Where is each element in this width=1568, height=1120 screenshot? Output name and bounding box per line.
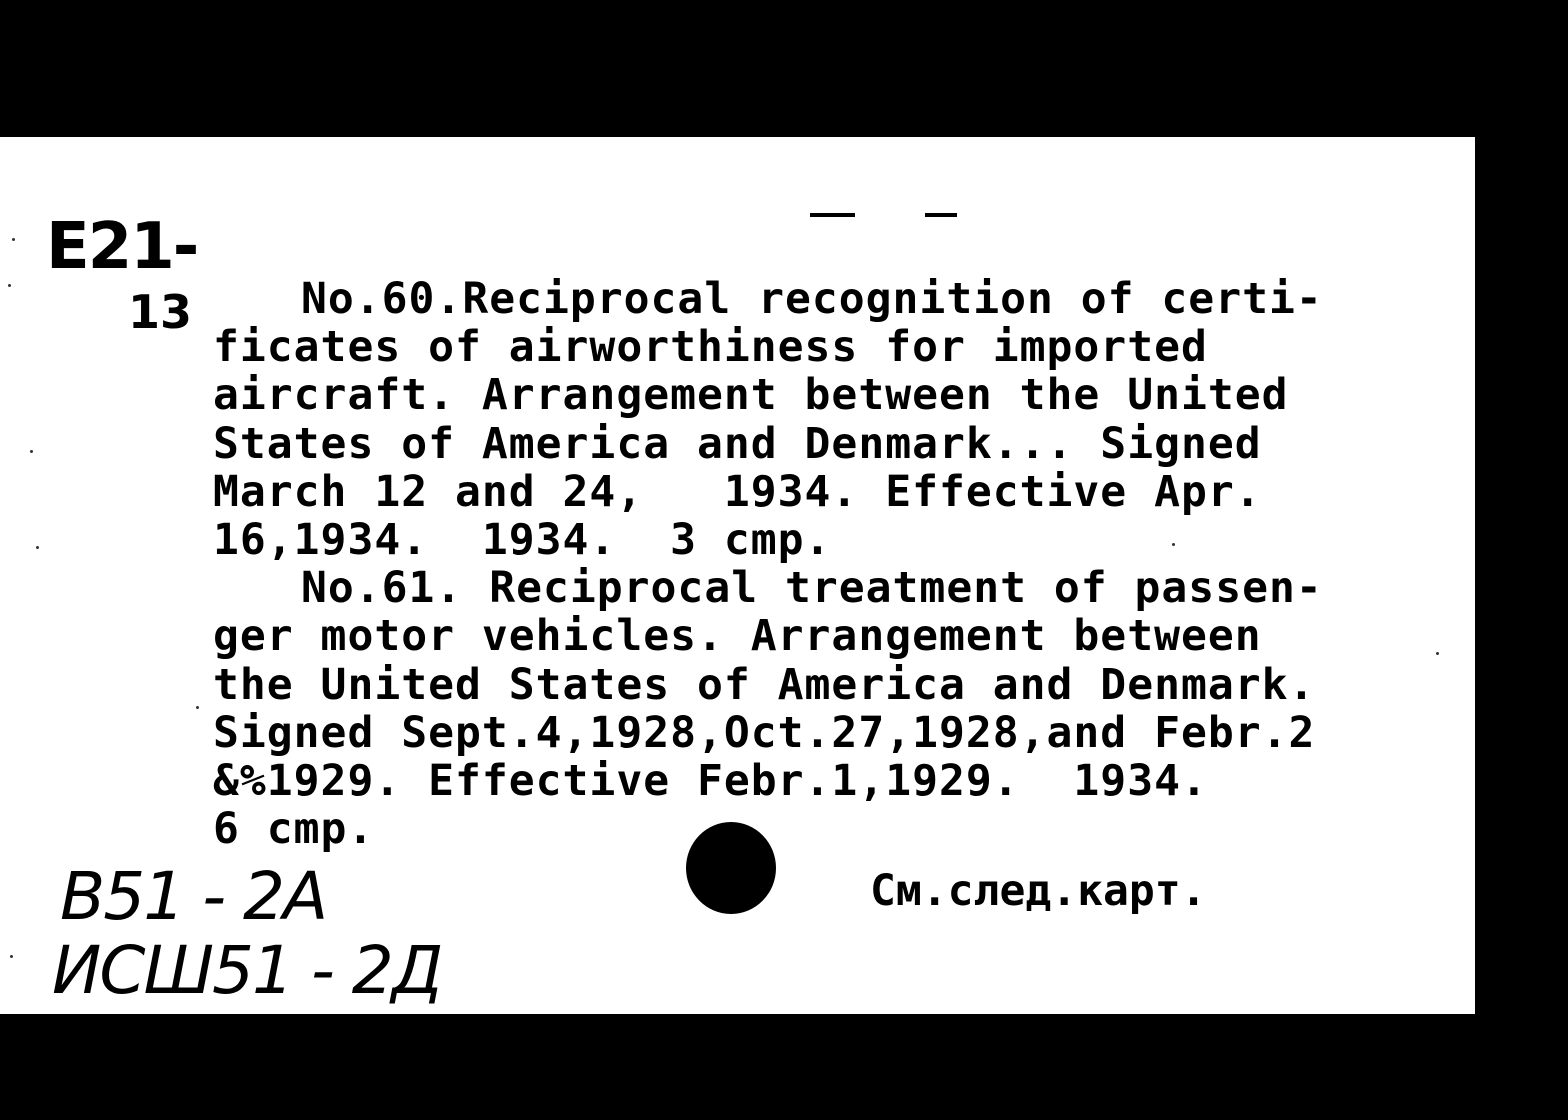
entry-60-line: 16,1934. 1934. 3 cmp.: [213, 514, 832, 565]
card-text: [213, 275, 1463, 853]
header-dash: [925, 213, 957, 217]
speck: [8, 284, 11, 287]
entry-61-line: Signed Sept.4,1928,Oct.27,1928,and Febr.2: [213, 707, 1316, 758]
speck: [36, 546, 39, 549]
speck: [30, 450, 33, 453]
card-code-bottom-line2: ИСШ51 - 2Д: [52, 932, 442, 1009]
speck: [10, 955, 13, 958]
speck: [12, 238, 15, 241]
header-dash: [810, 213, 855, 217]
continuation-note: См.след.карт.: [870, 866, 1207, 916]
card-code-top-line1: E21-: [46, 210, 198, 284]
entry-60-line: ficates of airworthiness for imported: [213, 322, 1208, 373]
entry-61-line: No.61. Reciprocal treatment of passen-: [301, 563, 1323, 614]
speck: [196, 706, 199, 709]
entry-61-line: the United States of America and Denmark.: [213, 659, 1316, 710]
entry-61-line: 6 cmp.: [213, 804, 375, 855]
speck: [1436, 652, 1439, 655]
entry-61-line: &%1929. Effective Febr.1,1929. 1934.: [213, 755, 1208, 806]
card-code-top-line2: 13: [128, 285, 193, 339]
entry-61-line: ger motor vehicles. Arrangement between: [213, 611, 1262, 662]
speck: [1172, 543, 1175, 546]
entry-60-line: March 12 and 24, 1934. Effective Apr.: [213, 466, 1262, 517]
entry-60-line: aircraft. Arrangement between the United: [213, 370, 1289, 421]
entry-60-line: No.60.Reciprocal recognition of certi-: [301, 274, 1323, 324]
entry-60-line: States of America and Denmark... Signed: [213, 418, 1262, 469]
punch-hole: [686, 822, 776, 914]
card-code-bottom-line1: B51 - 2A: [60, 858, 327, 935]
